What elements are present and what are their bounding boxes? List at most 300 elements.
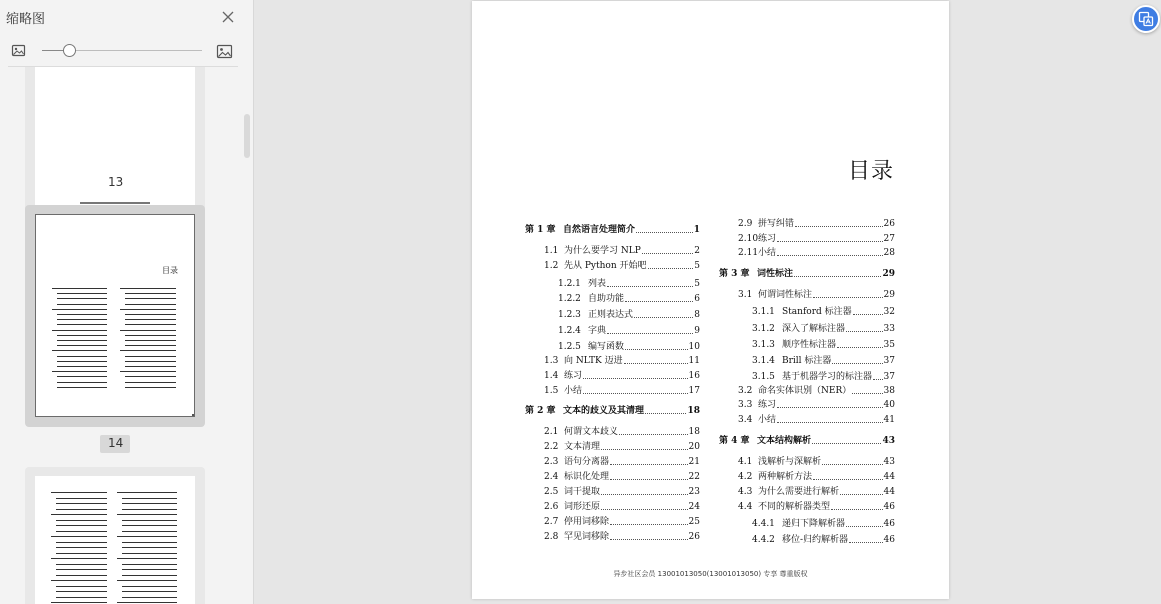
- toc-entry-page: 37: [883, 372, 895, 382]
- toc-entry-number: 2.7: [544, 517, 559, 527]
- toc-entry[interactable]: [544, 425, 700, 438]
- thumbnail-text-line: [125, 366, 176, 367]
- thumbnail-text-line: [120, 309, 176, 310]
- toc-leader: [849, 542, 883, 543]
- thumbnail-text-line: [122, 547, 177, 548]
- thumbnail-text-line: [56, 564, 107, 565]
- toc-leader: [583, 393, 688, 394]
- toc-entry[interactable]: [752, 354, 895, 367]
- toc-entry[interactable]: [738, 288, 895, 301]
- toc-entry-number: 3.1.1: [752, 307, 775, 317]
- toc-entry-title: 顺序性标注器: [782, 340, 837, 350]
- toc-entry[interactable]: [544, 354, 700, 367]
- toc-entry-title: 文本的歧义及其清理: [563, 406, 645, 416]
- toc-entry-title: 为什么需要进行解析: [758, 487, 840, 497]
- toc-entry-number: 2.9: [738, 219, 753, 229]
- thumbnail-text-line: [56, 569, 107, 570]
- toc-leader: [625, 349, 688, 350]
- toc-entry-title: 标识化处理: [564, 472, 610, 482]
- toc-entry-page: 8: [694, 310, 700, 320]
- thumbnail-text-line: [125, 356, 176, 357]
- image-large-icon[interactable]: [216, 43, 233, 60]
- thumbnail-text-line: [125, 324, 176, 325]
- thumbnail-text-line: [57, 366, 107, 367]
- toc-entry[interactable]: [752, 338, 895, 351]
- toc-leader: [832, 363, 882, 364]
- toc-entry[interactable]: [738, 485, 895, 498]
- thumbnail-text-line: [56, 575, 107, 576]
- toc-leader: [873, 379, 883, 380]
- toc-entry-number: 1.4: [544, 371, 559, 381]
- toc-entry[interactable]: [544, 440, 700, 453]
- toc-leader: [831, 509, 883, 510]
- toc-entry-title: 正则表达式: [588, 310, 634, 320]
- toc-entry-number: 1.1: [544, 246, 559, 256]
- translate-button[interactable]: [1132, 5, 1160, 33]
- toc-entry[interactable]: [738, 217, 895, 230]
- toc-entry-title: Brill 标注器: [782, 356, 832, 366]
- thumbnail-text-line: [56, 553, 107, 554]
- toc-entry-page: 10: [688, 342, 700, 352]
- thumbnail-label: 13: [108, 175, 124, 189]
- toc-leader: [601, 494, 688, 495]
- toc-entry-page: 18: [688, 427, 700, 437]
- toc-entry[interactable]: [544, 470, 700, 483]
- toc-leader: [642, 253, 693, 254]
- toc-entry-number: 1.2.1: [558, 279, 581, 289]
- toc-leader: [607, 333, 693, 334]
- toc-entry-title: 为什么要学习 NLP: [564, 246, 641, 256]
- sidebar-title: 缩略图: [6, 12, 46, 27]
- thumbnail-text-line: [51, 602, 107, 603]
- thumbnail-text-line: [120, 350, 176, 351]
- zoom-slider[interactable]: [42, 50, 202, 51]
- toc-leader: [610, 539, 688, 540]
- thumbnail-corner-mark: [192, 414, 195, 417]
- toc-entry-number: 2.6: [544, 502, 559, 512]
- toc-leader: [837, 347, 883, 348]
- thumbnail-text-line: [51, 514, 107, 515]
- toc-entry[interactable]: [738, 470, 895, 483]
- toc-leader: [846, 526, 883, 527]
- toc-leader: [645, 413, 686, 414]
- toc-leader: [636, 232, 693, 233]
- toc-entry-page: 5: [694, 261, 700, 271]
- thumbnail-text-line: [125, 382, 176, 383]
- thumbnail-text-line: [122, 525, 177, 526]
- thumbnail-text-line: [122, 531, 177, 532]
- thumbnail-text-line: [120, 330, 176, 331]
- thumbnail-text-line: [57, 335, 107, 336]
- thumbnail-text-line: [120, 288, 176, 289]
- toc-entry-title: 自助功能: [588, 294, 625, 304]
- toc-entry[interactable]: [558, 277, 700, 290]
- toc-entry-page: 27: [883, 234, 895, 244]
- thumbnail-list: [0, 67, 254, 604]
- toc-leader: [607, 286, 693, 287]
- toc-entry-page: 37: [883, 356, 895, 366]
- toc-leader: [583, 378, 688, 379]
- toc-entry-page: 26: [688, 532, 700, 542]
- page-title: 目录: [847, 159, 894, 184]
- thumbnail-text-line: [117, 602, 177, 603]
- toc-entry-title: 先从 Python 开始吧: [564, 261, 647, 271]
- image-small-icon[interactable]: [11, 43, 26, 58]
- toc-entry[interactable]: [738, 500, 895, 513]
- thumbnail-page-15[interactable]: [25, 467, 205, 604]
- toc-entry-number: 1.2.2: [558, 294, 581, 304]
- thumbnail-text-line: [117, 514, 177, 515]
- thumbnail-text-line: [117, 558, 177, 559]
- toc-leader: [846, 331, 883, 332]
- toc-entry-number: 2.8: [544, 532, 559, 542]
- toc-entry-number: 3.1.3: [752, 340, 775, 350]
- toc-entry-page: 40: [883, 400, 895, 410]
- toc-entry-number: 2.4: [544, 472, 559, 482]
- thumbnail-text-line: [57, 356, 107, 357]
- thumbnail-text-line: [125, 376, 176, 377]
- thumbnail-text-line: [56, 498, 107, 499]
- toc-entry[interactable]: [752, 517, 895, 530]
- toc-leader: [813, 479, 883, 480]
- toc-entry-number: 第 1 章: [525, 225, 556, 235]
- toc-leader: [634, 317, 693, 318]
- thumbnail-text-line: [122, 498, 177, 499]
- toc-entry-title: 深入了解标注器: [782, 324, 846, 334]
- toc-entry-number: 4.3: [738, 487, 753, 497]
- sidebar-scrollbar[interactable]: [244, 114, 250, 158]
- toc-entry-page: 9: [694, 326, 700, 336]
- thumbnail-text-line: [120, 371, 176, 372]
- thumbnail-image: [35, 476, 195, 604]
- thumbnail-sidebar: [0, 0, 254, 604]
- toc-leader: [625, 301, 693, 302]
- thumbnail-text-line: [117, 492, 177, 493]
- thumbnail-text-line: [57, 340, 107, 341]
- toc-entry-number: 4.4.1: [752, 519, 775, 529]
- thumbnail-text-line: [57, 319, 107, 320]
- thumbnail-text-line: [51, 558, 107, 559]
- toc-entry[interactable]: [558, 292, 700, 305]
- toc-entry-title: 编写函数: [588, 342, 625, 352]
- thumbnail-text-line: [56, 586, 107, 587]
- toc-entry-number: 3.2: [738, 386, 753, 396]
- thumbnail-text-line: [125, 335, 176, 336]
- toc-entry-title: 拼写纠错: [758, 219, 795, 229]
- toc-entry-number: 3.3: [738, 400, 753, 410]
- toc-entry[interactable]: [544, 530, 700, 543]
- toc-entry-page: 26: [883, 219, 895, 229]
- toc-entry-title: 何谓词性标注: [758, 290, 813, 300]
- thumbnail-text-line: [125, 298, 176, 299]
- toc-entry[interactable]: [738, 413, 895, 426]
- toc-entry-page: 25: [688, 517, 700, 527]
- thumbnail-text-line: [51, 580, 107, 581]
- toc-leader: [610, 464, 688, 465]
- toc-entry-title: 自然语言处理简介: [563, 225, 636, 235]
- toc-entry[interactable]: [525, 404, 700, 417]
- thumbnail-text-line: [122, 564, 177, 565]
- thumbnail-text-line: [57, 345, 107, 346]
- translate-icon: [1138, 11, 1154, 27]
- toc-leader: [610, 524, 688, 525]
- thumbnail-page-title: 目录: [162, 266, 178, 275]
- toc-leader: [812, 443, 881, 444]
- thumbnail-text-line: [117, 580, 177, 581]
- toc-entry-page: 6: [694, 294, 700, 304]
- toc-entry-title: 词性标注: [757, 269, 794, 279]
- thumbnail-text-line: [122, 520, 177, 521]
- toc-leader: [852, 393, 882, 394]
- toc-entry-title: 向 NLTK 迈进: [564, 356, 623, 366]
- thumbnail-text-line: [122, 553, 177, 554]
- thumbnail-text-line: [56, 509, 107, 510]
- thumbnail-text-line: [56, 591, 107, 592]
- thumbnail-text-line: [57, 376, 107, 377]
- toc-entry-page: 41: [883, 415, 895, 425]
- toc-entry[interactable]: [558, 324, 700, 337]
- toc-entry-page: 33: [883, 324, 895, 334]
- toc-entry-title: 命名实体识别（NER）: [758, 386, 852, 396]
- toc-entry-page: 20: [688, 442, 700, 452]
- toc-entry-page: 17: [688, 386, 700, 396]
- thumbnail-text-line: [125, 314, 176, 315]
- toc-entry-page: 2: [694, 246, 700, 256]
- thumbnail-image: [35, 214, 195, 417]
- toc-entry-title: 文本清理: [564, 442, 601, 452]
- toc-leader: [795, 226, 883, 227]
- thumbnail-text-line: [125, 387, 176, 388]
- toc-entry[interactable]: [738, 246, 895, 259]
- thumbnail-text-line: [51, 492, 107, 493]
- close-icon[interactable]: [220, 9, 236, 25]
- toc-entry-title: 两种解析方法: [758, 472, 813, 482]
- toc-leader: [777, 255, 883, 256]
- thumbnail-text-line: [125, 319, 176, 320]
- toc-leader: [777, 422, 883, 423]
- thumbnail-text-line: [57, 314, 107, 315]
- zoom-slider-handle[interactable]: [63, 44, 76, 57]
- toc-entry-title: 递归下降解析器: [782, 519, 846, 529]
- toc-leader: [822, 464, 883, 465]
- toc-entry-page: 5: [694, 279, 700, 289]
- toc-entry[interactable]: [525, 223, 700, 236]
- toc-entry[interactable]: [752, 322, 895, 335]
- toc-entry-title: 练习: [758, 400, 777, 410]
- toc-entry-title: 小结: [758, 415, 777, 425]
- thumbnail-text-line: [52, 350, 107, 351]
- toc-entry-page: 46: [883, 535, 895, 545]
- toc-leader: [813, 297, 883, 298]
- thumbnail-text-line: [56, 597, 107, 598]
- toc-entry-title: 词形还原: [564, 502, 601, 512]
- toc-entry-page: 11: [688, 356, 700, 366]
- toc-entry-number: 1.2.4: [558, 326, 581, 336]
- thumbnail-text-line: [122, 591, 177, 592]
- toc-entry[interactable]: [558, 340, 700, 353]
- toc-entry-page: 46: [883, 519, 895, 529]
- toc-entry-title: 小结: [758, 248, 777, 258]
- toc-entry[interactable]: [544, 485, 700, 498]
- thumbnail-text-line: [122, 569, 177, 570]
- toc-entry-number: 2.11: [738, 248, 759, 258]
- thumbnail-text-line: [51, 536, 107, 537]
- thumbnail-text-line: [56, 520, 107, 521]
- toc-entry[interactable]: [558, 308, 700, 321]
- toc-entry-number: 第 3 章: [719, 269, 750, 279]
- thumbnail-text-line: [125, 340, 176, 341]
- toc-entry-page: 22: [688, 472, 700, 482]
- toc-entry[interactable]: [719, 267, 895, 280]
- toc-entry-number: 4.2: [738, 472, 753, 482]
- toc-entry-page: 46: [883, 502, 895, 512]
- toc-entry-number: 3.1.5: [752, 372, 775, 382]
- toc-entry-title: 练习: [564, 371, 583, 381]
- thumbnail-text-line: [122, 597, 177, 598]
- toc-leader: [610, 479, 688, 480]
- thumbnail-page-14[interactable]: [25, 205, 205, 427]
- toc-entry[interactable]: [544, 455, 700, 468]
- toc-entry-number: 1.2.5: [558, 342, 581, 352]
- toc-entry-title: 词干提取: [564, 487, 601, 497]
- toc-entry-number: 3.1.4: [752, 356, 775, 366]
- toc-entry-number: 1.2.3: [558, 310, 581, 320]
- toc-entry[interactable]: [544, 515, 700, 528]
- toc-entry-number: 2.10: [738, 234, 759, 244]
- toc-entry-page: 35: [883, 340, 895, 350]
- thumbnail-text-line: [122, 586, 177, 587]
- thumbnail-text-line: [56, 525, 107, 526]
- toc-entry[interactable]: [544, 384, 700, 397]
- thumbnail-text-line: [122, 575, 177, 576]
- toc-entry[interactable]: [738, 455, 895, 468]
- thumbnail-text-line: [122, 542, 177, 543]
- toc-entry-number: 3.4: [738, 415, 753, 425]
- toc-leader: [619, 434, 688, 435]
- toc-leader: [648, 268, 694, 269]
- toc-entry-number: 第 4 章: [719, 436, 750, 446]
- toc-entry[interactable]: [544, 369, 700, 382]
- toc-entry-number: 2.5: [544, 487, 559, 497]
- toc-entry-page: 29: [882, 269, 895, 279]
- toc-entry[interactable]: [719, 434, 895, 447]
- toc-entry[interactable]: [752, 370, 895, 383]
- toc-entry-page: 18: [687, 406, 700, 416]
- toc-leader: [853, 314, 883, 315]
- toc-entry-title: 列表: [588, 279, 607, 289]
- thumbnail-text-line: [56, 547, 107, 548]
- thumbnail-text-line: [125, 345, 176, 346]
- toc-entry[interactable]: [544, 500, 700, 513]
- toc-entry-number: 第 2 章: [525, 406, 556, 416]
- thumbnail-text-line: [57, 293, 107, 294]
- thumbnail-text-line: [125, 361, 176, 362]
- toc-entry[interactable]: [544, 244, 700, 257]
- toc-entry-page: 29: [883, 290, 895, 300]
- toc-entry[interactable]: [738, 232, 895, 245]
- toc-leader: [794, 276, 881, 277]
- thumbnail-text-line: [122, 509, 177, 510]
- toc-entry-page: 38: [883, 386, 895, 396]
- toc-entry[interactable]: [752, 305, 895, 318]
- thumbnail-text-line: [57, 361, 107, 362]
- toc-entry-number: 4.1: [738, 457, 753, 467]
- thumbnail-text-line: [57, 387, 107, 388]
- thumbnail-text-line: [52, 330, 107, 331]
- toc-entry[interactable]: [738, 384, 895, 397]
- toc-entry-title: 罕见词移除: [564, 532, 610, 542]
- toc-entry-title: 停用词移除: [564, 517, 610, 527]
- toc-entry-number: 2.2: [544, 442, 559, 452]
- toc-entry-page: 32: [883, 307, 895, 317]
- thumbnail-text-line: [56, 531, 107, 532]
- thumbnail-text-line: [56, 542, 107, 543]
- toc-entry-page: 44: [883, 487, 895, 497]
- thumbnail-text-line: [57, 382, 107, 383]
- toc-entry-title: 浅解析与深解析: [758, 457, 822, 467]
- toc-leader: [601, 449, 688, 450]
- toc-entry[interactable]: [738, 398, 895, 411]
- toc-entry-page: 44: [883, 472, 895, 482]
- thumbnail-text-line: [52, 309, 107, 310]
- thumbnail-text-line: [122, 503, 177, 504]
- thumbnail-text-line: [57, 324, 107, 325]
- thumbnail-text-line: [125, 293, 176, 294]
- toc-entry-number: 4.4.2: [752, 535, 775, 545]
- toc-leader: [777, 407, 883, 408]
- toc-entry-number: 1.3: [544, 356, 559, 366]
- toc-entry-page: 43: [882, 436, 895, 446]
- toc-entry-page: 24: [688, 502, 700, 512]
- thumbnail-text-line: [57, 298, 107, 299]
- toc-entry-number: 2.1: [544, 427, 559, 437]
- toc-entry-title: 小结: [564, 386, 583, 396]
- toc-entry-number: 2.3: [544, 457, 559, 467]
- toc-entry-number: 1.2: [544, 261, 559, 271]
- thumbnail-footer-text: [80, 202, 150, 204]
- toc-entry-title: 语句分离器: [564, 457, 610, 467]
- toc-entry-page: 23: [688, 487, 700, 497]
- thumbnail-text-line: [56, 503, 107, 504]
- toc-entry-title: 何谓文本歧义: [564, 427, 619, 437]
- toc-entry-page: 43: [883, 457, 895, 467]
- page-footer: 异步社区会员 13001013050(13001013050) 专享 尊重版权: [613, 570, 808, 578]
- toc-entry-title: 练习: [758, 234, 777, 244]
- toc-entry[interactable]: [752, 533, 895, 546]
- toc-entry-number: 3.1: [738, 290, 753, 300]
- thumbnail-label: 14: [108, 436, 124, 450]
- toc-leader: [624, 363, 688, 364]
- toc-entry[interactable]: [544, 259, 700, 272]
- toc-entry-page: 1: [693, 225, 700, 235]
- toc-entry-page: 21: [688, 457, 700, 467]
- toc-entry-title: 文本结构解析: [757, 436, 812, 446]
- toc-entry-number: 3.1.2: [752, 324, 775, 334]
- toc-entry-number: 4.4: [738, 502, 753, 512]
- toc-entry-title: 不同的解析器类型: [758, 502, 831, 512]
- toc-leader: [840, 494, 883, 495]
- toc-entry-title: 字典: [588, 326, 607, 336]
- thumbnail-text-line: [117, 536, 177, 537]
- thumbnail-text-line: [52, 288, 107, 289]
- thumbnail-text-line: [125, 304, 176, 305]
- toc-entry-page: 16: [688, 371, 700, 381]
- toc-entry-title: Stanford 标注器: [782, 307, 852, 317]
- toc-entry-title: 移位-归约解析器: [782, 535, 849, 545]
- thumbnail-text-line: [52, 371, 107, 372]
- document-page: [472, 1, 949, 599]
- toc-entry-title: 基于机器学习的标注器: [782, 372, 873, 382]
